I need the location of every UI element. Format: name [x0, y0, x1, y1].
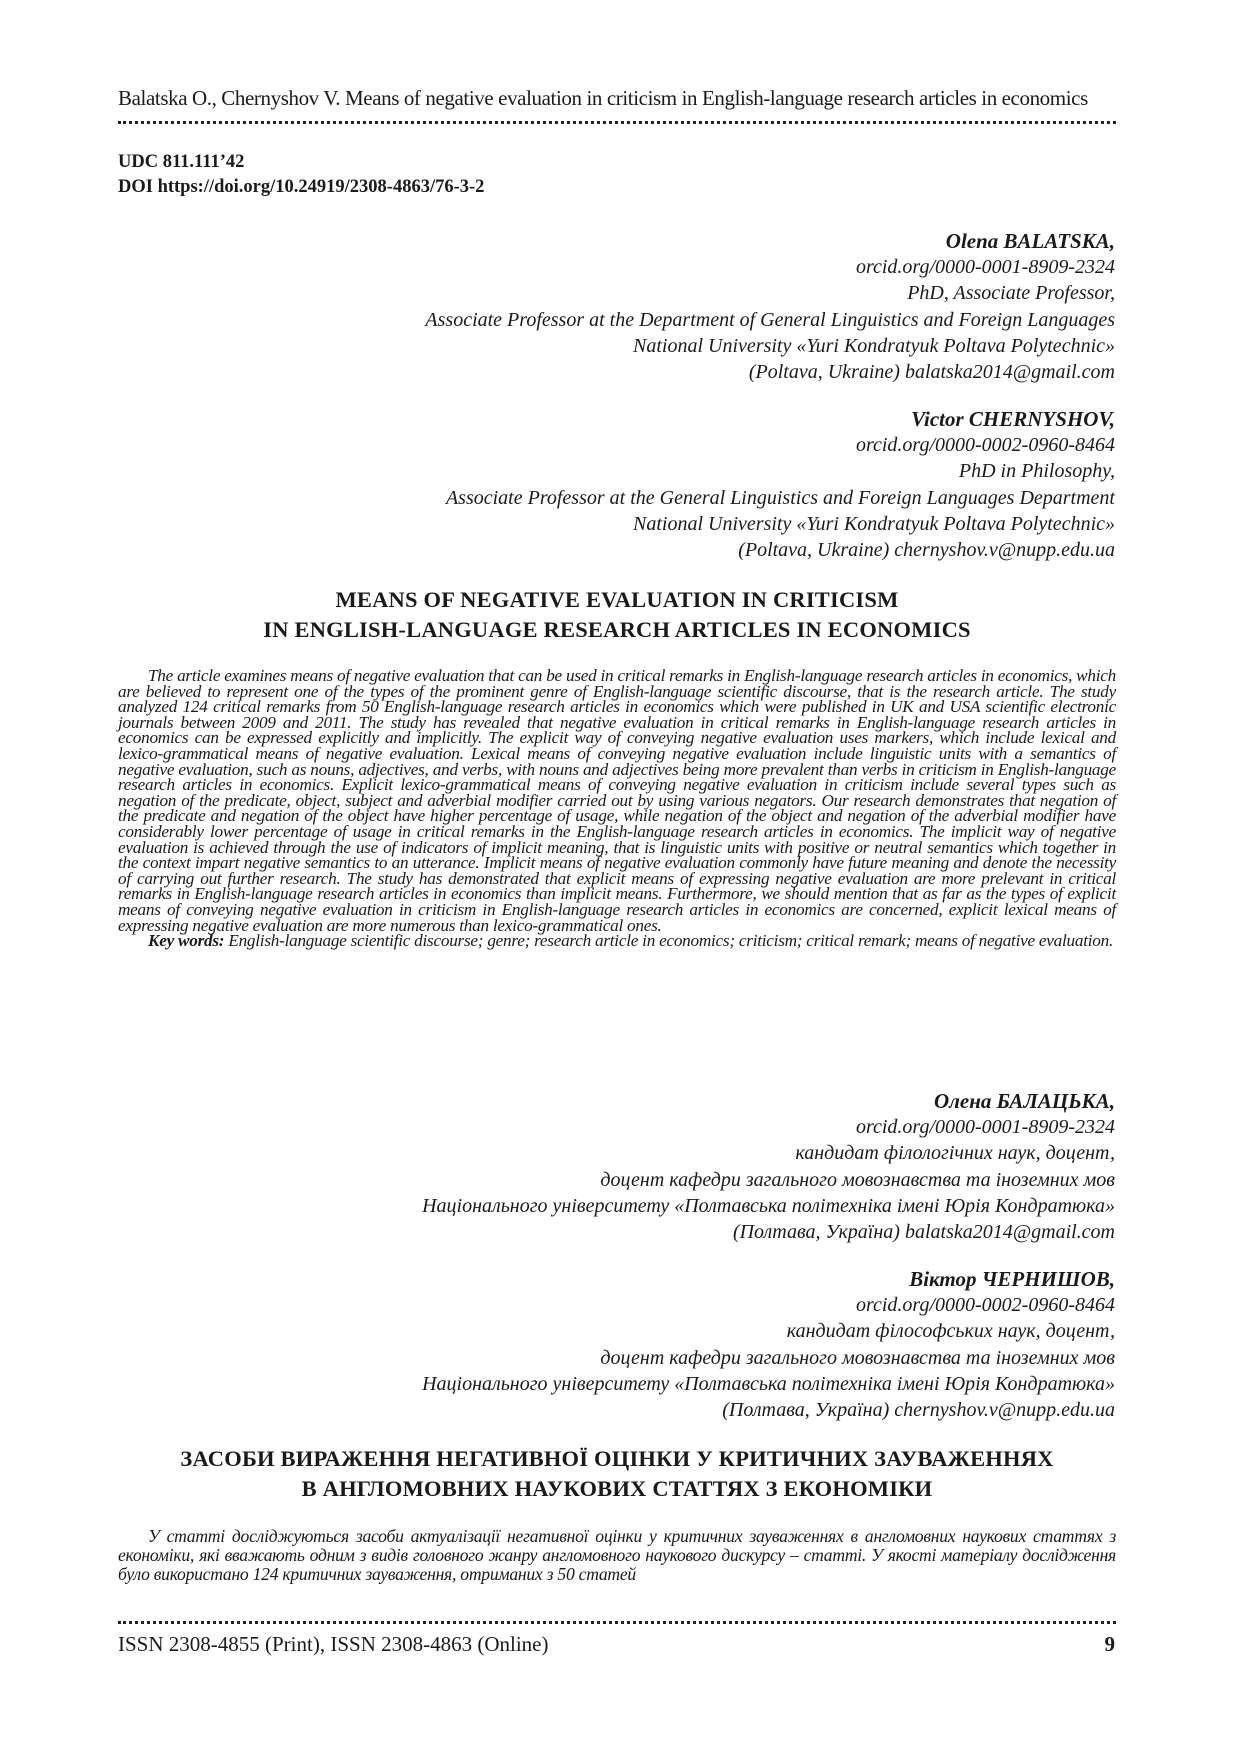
- article-title-uk: [118, 1444, 1116, 1504]
- title-line: В АНГЛОМОВНИХ НАУКОВИХ СТАТТЯХ З ЕКОНОМІКИ: [301, 1476, 933, 1501]
- author-orcid[interactable]: orcid.org/0000-0001-8909-2324: [855, 256, 1115, 279]
- title-line: IN ENGLISH-LANGUAGE RESEARCH ARTICLES IN ECONOMICS: [263, 617, 971, 642]
- author-degree: кандидат філософських наук, доцент,: [786, 1320, 1115, 1343]
- running-head: Balatska O., Chernyshov V. Means of negative evaluation in criticism in English-language research articles in economics: [118, 86, 1088, 110]
- author-name: Віктор ЧЕРНИШОВ,: [909, 1267, 1115, 1291]
- title-line: ЗАСОБИ ВИРАЖЕННЯ НЕГАТИВНОЇ ОЦІНКИ У КРИТИЧНИХ ЗАУВАЖЕННЯХ: [180, 1446, 1054, 1471]
- author-orcid[interactable]: orcid.org/0000-0002-0960-8464: [855, 434, 1115, 457]
- keywords-text: English-language scientific discourse; genre; research article in economics; criticism; critical remark; means of negative evaluation.: [224, 931, 1114, 951]
- page-number: 9: [1104, 1632, 1115, 1656]
- title-line: MEANS OF NEGATIVE EVALUATION IN CRITICISM: [335, 587, 899, 612]
- abstract-en: [118, 668, 1116, 949]
- author-name: Olena BALATSKA,: [945, 229, 1115, 253]
- author-name: Victor CHERNYSHOV,: [911, 407, 1115, 431]
- author-location-email: (Poltava, Ukraine) chernyshov.v@nupp.edu.ua: [738, 539, 1115, 562]
- author-location-email: (Poltava, Ukraine) balatska2014@gmail.com: [748, 361, 1115, 384]
- author-degree: PhD, Associate Professor,: [907, 282, 1115, 305]
- author-orcid[interactable]: orcid.org/0000-0002-0960-8464: [855, 1294, 1115, 1317]
- udc-code: UDC 811.111’42: [118, 152, 245, 172]
- footer-issn: ISSN 2308-4855 (Print), ISSN 2308-4863 (Online): [118, 1632, 549, 1656]
- author-orcid[interactable]: orcid.org/0000-0001-8909-2324: [855, 1116, 1115, 1139]
- author-institution: National University «Yuri Kondratyuk Poltava Polytechnic»: [633, 334, 1115, 357]
- author-degree: PhD in Philosophy,: [958, 460, 1115, 483]
- article-identifiers: [118, 150, 484, 200]
- author-block-balatska-uk: [422, 1088, 1115, 1245]
- abstract-text: The article examines means of negative evaluation that can be used in critical remarks in English-language research articles in economics, which are believed to represent one of the types of the prominent genre of English-language scientific discourse, that is the research article. The study analyzed 124 critical remarks from 50 English-language research articles in economics which were published in UK and USA scientific electronic journals between 2009 and 2011. The study has revealed that negative evaluation in critical remarks in English-language research articles in economics can be expressed explicitly and implicitly. The explicit way of conveying negative evaluation uses markers, which include lexical and lexico-grammatical means of negative evaluation. Lexical means of conveying negative evaluation include linguistic units with a semantics of negative evaluation, such as nouns, adjectives, and verbs, with nouns and adjectives being more prevalent than verbs in criticism in English-language research articles in economics. Explicit lexico-grammatical means of conveying negative evaluation in criticism include several types such as negation of the predicate, object, subject and adverbial modifier carried out by using various negators. Our research demonstrates that negation of the predicate and negation of the object have higher percentage of usage, while negation of the object and negation of the adverbial modifier have considerably lower percentage of usage in critical remarks in the English-language research articles in economics. The implicit way of negative evaluation is achieved through the use of indicators of implicit meaning, that is linguistic units with positive or neutral semantics which together in the context impart negative semantics to an utterance. Implicit means of negative evaluation commonly have future meaning and denote the necessity of carrying out further research. The study has demonstrated that explicit means of expressing negative evaluation are more prelevant in critical remarks in English-language research articles in economics than implicit means. Furthermore, we should mention that as far as the types of explicit means of conveying negative evaluation in criticism in English-language research articles in economics are concerned, explicit lexical means of expressing negative evaluation are more numerous than lexico-grammatical ones.: [118, 666, 1116, 935]
- author-position: Associate Professor at the Department of General Linguistics and Foreign Languages: [425, 308, 1115, 331]
- author-institution: Національного університету «Полтавська політехніка імені Юрія Кондратюка»: [422, 1194, 1115, 1217]
- author-position: доцент кафедри загального мовознавства та іноземних мов: [600, 1346, 1115, 1369]
- abstract-text: У статті досліджуються засоби актуалізації негативної оцінки у критичних зауваженнях в англомовних наукових статтях з економіки, які вважають одним з видів головного жанру англомовного наукового дискурсу – статті. У якості матеріалу дослідження було використано 124 критичних зауваження, отриманих з 50 статей: [118, 1526, 1116, 1584]
- author-institution: National University «Yuri Kondratyuk Poltava Polytechnic»: [633, 512, 1115, 535]
- author-location-email: (Полтава, Україна) balatska2014@gmail.com: [732, 1221, 1115, 1244]
- author-block-balatska-en: [425, 228, 1115, 385]
- keywords-en: [118, 933, 1116, 949]
- doi-link[interactable]: DOI https://doi.org/10.24919/2308-4863/76-3-2: [118, 177, 485, 197]
- author-block-chernyshov-uk: [422, 1266, 1115, 1423]
- author-position: Associate Professor at the General Linguistics and Foreign Languages Department: [445, 486, 1115, 509]
- keywords-label: Key words:: [148, 931, 225, 951]
- abstract-uk: [118, 1527, 1116, 1584]
- author-block-chernyshov-en: [446, 406, 1115, 563]
- author-institution: Національного університету «Полтавська політехніка імені Юрія Кондратюка»: [422, 1372, 1115, 1395]
- author-location-email: (Полтава, Україна) chernyshov.v@nupp.edu.ua: [722, 1399, 1115, 1422]
- author-degree: кандидат філологічних наук, доцент,: [795, 1142, 1115, 1165]
- author-name: Олена БАЛАЦЬКА,: [933, 1089, 1115, 1113]
- article-title-en: [118, 585, 1116, 645]
- footer-dotted-rule: [118, 1621, 1116, 1624]
- author-position: доцент кафедри загального мовознавства та іноземних мов: [600, 1168, 1115, 1191]
- header-dotted-rule: [118, 121, 1116, 124]
